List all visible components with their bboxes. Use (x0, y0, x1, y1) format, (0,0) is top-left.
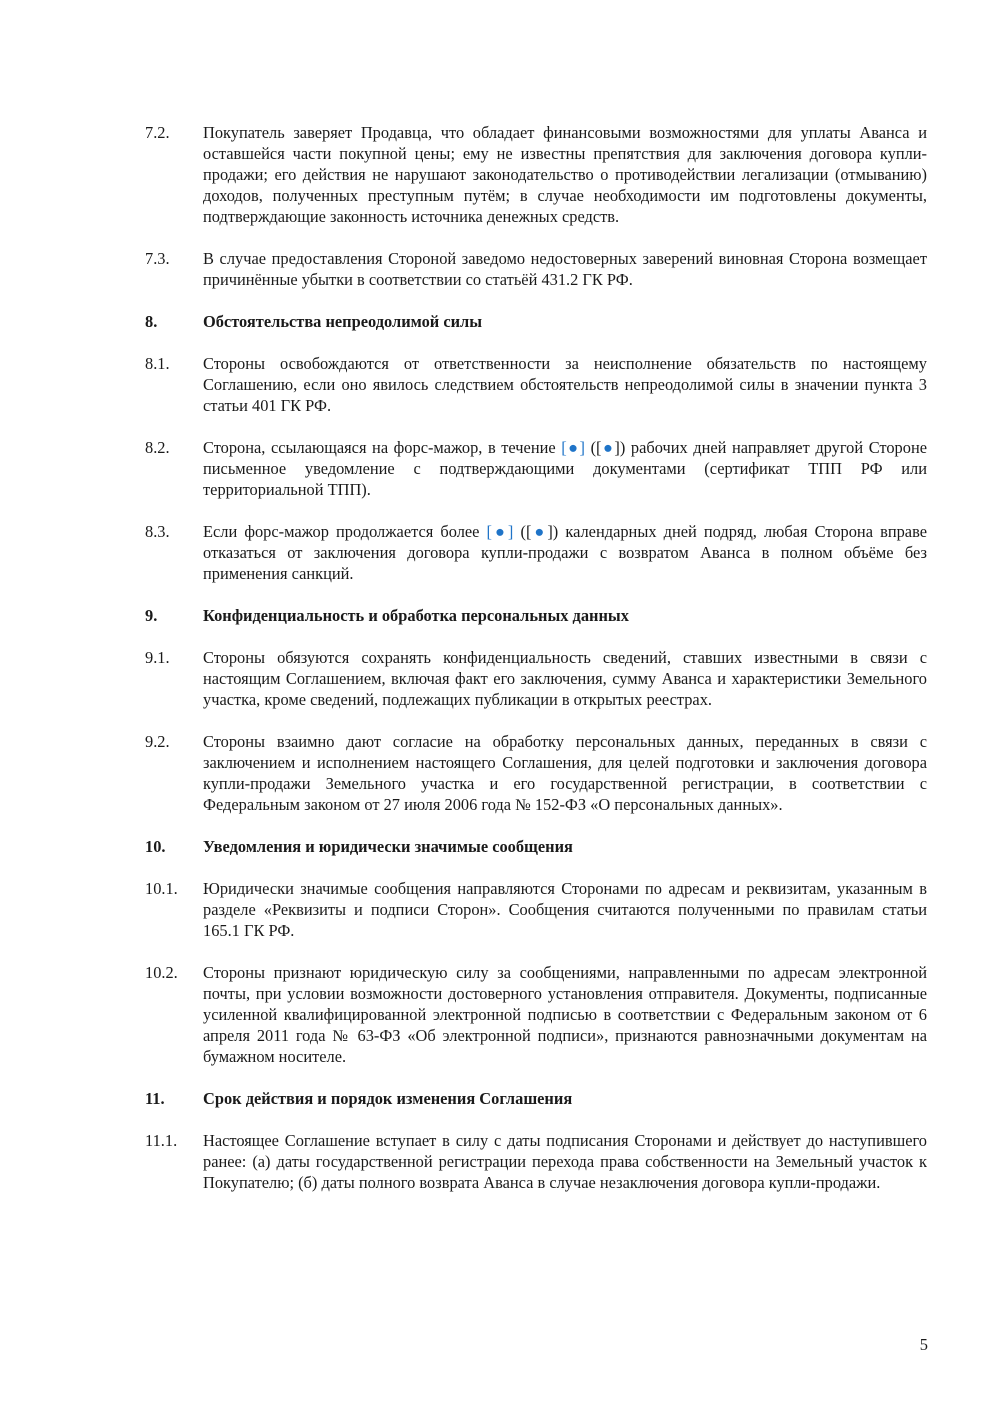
placeholder-mark: [●] (561, 438, 585, 457)
section-title: Уведомления и юридически значимые сообщения (203, 837, 573, 856)
section-number: 9. (145, 606, 158, 625)
placeholder-bracket-open: ([ (520, 522, 532, 541)
clause-text: Стороны обязуются сохранять конфиденциальность сведений, ставших известными в связи с настоящим Соглашением, включая факт его заключения, сумму Аванса и характеристики Земельного участка, кроме сведений, подлежащих публикации в открытых реестрах. (203, 648, 927, 709)
clause-number: 7.3. (145, 249, 170, 268)
clause-text (203, 521, 927, 584)
clause-text-after: календарных дней подряд, любая Сторона вправе отказаться от заключения договора купли-продажи с возвратом Аванса в полном объёме без применения санкций. (203, 522, 927, 583)
clause-text: Стороны взаимно дают согласие на обработку персональных данных, переданных в связи с заключением и исполнением настоящего Соглашения, для целей подготовки и заключения договора купли-продажи Земельного участка и его государственной регистрации, в соответствии с Федеральным законом от 27 июля 2006 года № 152-ФЗ «О персональных данных». (203, 732, 927, 814)
placeholder-mark-inner: ● (601, 438, 615, 457)
placeholder-bracket-open: ([ (590, 438, 602, 457)
clause-9-1 (145, 647, 927, 710)
section-title: Обстоятельства непреодолимой силы (203, 312, 483, 331)
clause-number: 11.1. (145, 1131, 178, 1150)
page-number: 5 (919, 1335, 928, 1354)
section-heading-11 (145, 1088, 927, 1109)
clause-11-1 (145, 1130, 927, 1193)
placeholder-bracket-close: ]) (614, 438, 626, 457)
section-heading-9 (145, 605, 927, 626)
clause-number: 9.1. (145, 648, 170, 667)
clause-7-2 (145, 122, 927, 227)
section-heading-10 (145, 836, 927, 857)
section-title: Конфиденциальность и обработка персональных данных (203, 606, 629, 625)
clause-number: 8.3. (145, 522, 170, 541)
clause-9-2 (145, 731, 927, 815)
section-title: Срок действия и порядок изменения Соглашения (203, 1089, 573, 1108)
clause-number: 9.2. (145, 732, 170, 751)
clause-number: 8.1. (145, 354, 170, 373)
placeholder-mark-inner: ● (531, 522, 548, 541)
clause-10-2 (145, 962, 927, 1067)
clause-text-before: Сторона, ссылающаяся на форс-мажор, в течение (203, 438, 562, 457)
document-body (145, 122, 927, 1214)
clause-text: Стороны освобождаются от ответственности за неисполнение обязательств по настоящему Соглашению, если оно явилось следствием обстоятельств непреодолимой силы в значении пункта 3 статьи 401 ГК РФ. (203, 354, 927, 415)
clause-text (203, 437, 927, 500)
clause-10-1 (145, 878, 927, 941)
clause-8-2 (145, 437, 927, 500)
section-heading-8 (145, 311, 927, 332)
clause-text: Покупатель заверяет Продавца, что обладает финансовыми возможностями для уплаты Аванса и оставшейся части покупной цены; ему не известны препятствия для заключения договора купли-продажи; его действия не нарушают законодательство о противодействии легализации (отмыванию) доходов, полученных преступным путём; в случае необходимости им подготовлены документы, подтверждающие законность источника денежных средств. (203, 123, 927, 226)
clause-7-3 (145, 248, 927, 290)
clause-text: Стороны признают юридическую силу за сообщениями, направленными по адресам электронной почты, при условии возможности достоверного установления отправителя. Документы, подписанные усиленной квалифицированной электронной подписью в соответствии с Федеральным законом от 6 апреля 2011 года № 63-ФЗ «Об электронной подписи», признаются равнозначными документам на бумажном носителе. (203, 963, 927, 1066)
clause-text: Настоящее Соглашение вступает в силу с даты подписания Сторонами и действует до наступившего ранее: (а) даты государственной регистрации перехода права собственности на Земельный участок к Покупателю; (б) даты полного возврата Аванса в случае незаключения договора купли-продажи. (203, 1131, 927, 1192)
section-number: 10. (145, 837, 166, 856)
clause-text-after: рабочих дней направляет другой Стороне письменное уведомление с подтверждающими документами (сертификат ТПП РФ или территориальной ТПП). (203, 438, 927, 499)
clause-text-before: Если форс-мажор продолжается более (203, 522, 487, 541)
clause-number: 10.1. (145, 879, 178, 898)
clause-number: 8.2. (145, 438, 170, 457)
placeholder-mark: [●] (486, 522, 514, 541)
section-number: 11. (145, 1089, 165, 1108)
placeholder-bracket-close: ]) (547, 522, 559, 541)
clause-number: 7.2. (145, 123, 170, 142)
clause-8-1 (145, 353, 927, 416)
section-number: 8. (145, 312, 158, 331)
clause-number: 10.2. (145, 963, 178, 982)
clause-8-3 (145, 521, 927, 584)
clause-text: В случае предоставления Стороной заведомо недостоверных заверений виновная Сторона возмещает причинённые убытки в соответствии со статьёй 431.2 ГК РФ. (203, 249, 927, 289)
clause-text: Юридически значимые сообщения направляются Сторонами по адресам и реквизитам, указанным в разделе «Реквизиты и подписи Сторон». Сообщения считаются полученными по правилам статьи 165.1 ГК РФ. (203, 879, 927, 940)
